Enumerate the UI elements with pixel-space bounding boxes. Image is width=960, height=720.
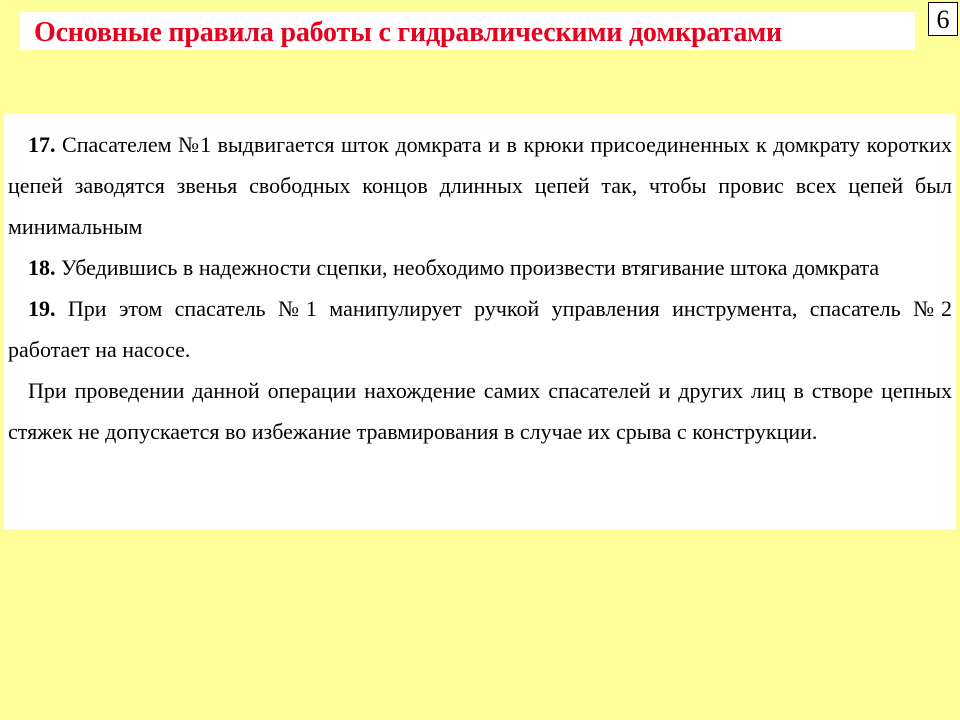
paragraph-18	[8, 247, 952, 288]
paragraph-list	[8, 124, 952, 452]
paragraph-text: Убедившись в надежности сцепки, необходимо произвести втягивание штока домкрата	[61, 255, 880, 280]
paragraph-text: При этом спасатель №1 манипулирует ручкой управления инструмента, спасатель №2 работает на насосе.	[8, 296, 953, 362]
slide-title: Основные правила работы с гидравлическими домкратами	[34, 17, 782, 48]
content-box	[4, 114, 956, 529]
paragraph-number: 18.	[28, 255, 56, 280]
title-box	[20, 12, 915, 50]
slide-number: 6	[928, 2, 958, 36]
paragraph-number: 19.	[28, 296, 56, 321]
paragraph-text: При проведении данной операции нахождение самих спасателей и других лиц в створе цепных стяжек не допускается во избежание травмирования в случае их срыва с конструкции.	[8, 378, 952, 444]
paragraph-text: Спасателем №1 выдвигается шток домкрата и в крюки присоединенных к домкрату коротких цепей заводятся звенья свободных концов длинных цепей так, чтобы провис всех цепей был минимальным	[8, 132, 952, 239]
paragraph-17	[8, 124, 952, 247]
paragraph-number: 17.	[28, 132, 56, 157]
paragraph-19	[8, 288, 952, 370]
paragraph-note	[8, 370, 952, 452]
